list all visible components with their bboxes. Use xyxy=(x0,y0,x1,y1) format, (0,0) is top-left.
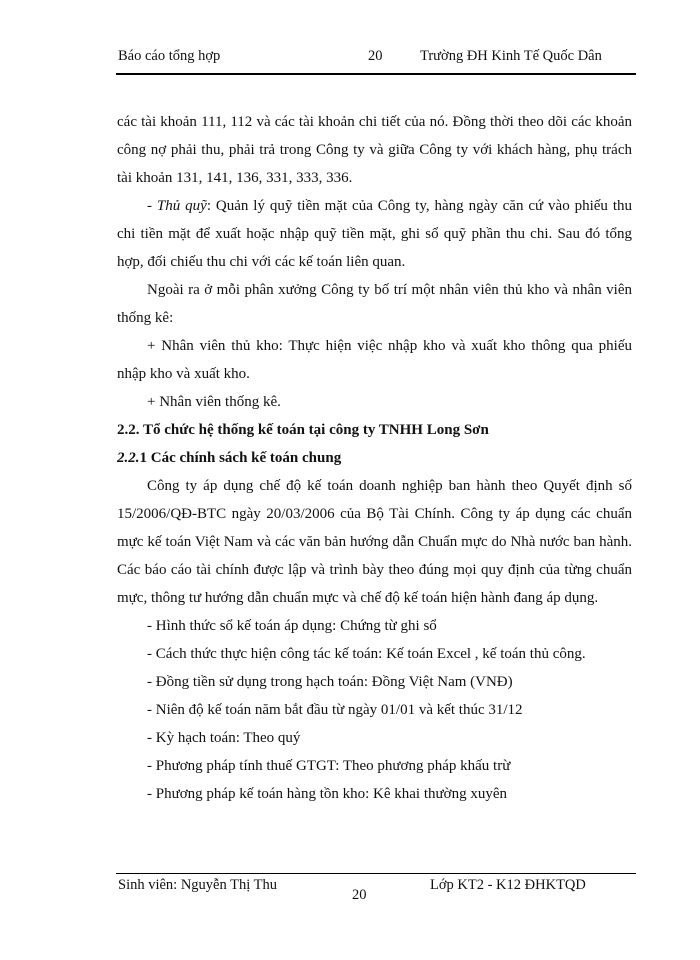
cashier-text: : Quản lý quỹ tiền mặt của Công ty, hàng ngày căn cứ vào phiếu thu chi tiền mặt để xuất hoặc nhập quỹ tiền mặt, ghi sổ quỹ phần thu chi. Sau đó tổng hợp, đối chiếu thu chi với các kế toán liên quan. xyxy=(117,198,632,270)
paragraph-statistician: + Nhân viên thống kê. xyxy=(147,394,281,410)
paragraph-storekeeper: + Nhân viên thủ kho: Thực hiện việc nhập kho và xuất kho thông qua phiếu nhập kho và xuất kho. xyxy=(117,338,632,382)
bullet-vat-method: - Phương pháp tính thuế GTGT: Theo phương pháp khấu trừ xyxy=(147,758,511,774)
paragraph-accounting-regime: Công ty áp dụng chế độ kế toán doanh nghiệp ban hành theo Quyết định số 15/2006/QĐ-BTC ngày 20/03/2006 của Bộ Tài Chính. Công ty áp dụng các chuẩn mực kế toán Việt Nam và các văn bản hướng dẫn Chuẩn mực do Nhà nước ban hành. Các báo cáo tài chính được lập và trình bày theo đúng mọi quy định của từng chuẩn mực, thông tư hướng dẫn chuẩn mực và chế độ kế toán hiện hành đang áp dụng. xyxy=(117,478,632,606)
bullet-book-form: - Hình thức sổ kế toán áp dụng: Chứng từ ghi sổ xyxy=(147,618,437,634)
page-body xyxy=(117,108,632,808)
page-header xyxy=(118,48,616,68)
header-report-title: Báo cáo tổng hợp xyxy=(118,48,221,64)
cashier-role: Thủ quỹ xyxy=(156,198,207,214)
footer-rule xyxy=(116,873,636,874)
header-university: Trường ĐH Kinh Tế Quốc Dân xyxy=(420,48,602,64)
subsection-heading-2-2-1 xyxy=(117,444,632,472)
section-heading-2-2: 2.2. Tổ chức hệ thống kế toán tại công ty TNHH Long Sơn xyxy=(117,422,489,438)
footer-page-number: 20 xyxy=(352,887,367,903)
footer-student-name: Sinh viên: Nguyễn Thị Thu xyxy=(118,877,277,893)
bullet-period: - Kỳ hạch toán: Theo quý xyxy=(147,730,301,746)
paragraph-workshop-staff: Ngoài ra ở mỗi phân xưởng Công ty bố trí một nhân viên thủ kho và nhân viên thống kê: xyxy=(117,282,632,326)
paragraph-accounts: các tài khoản 111, 112 và các tài khoản chi tiết của nó. Đồng thời theo dõi các khoản công nợ phải thu, phải trả trong Công ty và giữa Công ty với khách hàng, phụ trách tài khoản 131, 141, 136, 331, 333, 336. xyxy=(117,114,632,186)
paragraph-cashier xyxy=(117,192,632,276)
bullet-currency: - Đồng tiền sử dụng trong hạch toán: Đồng Việt Nam (VNĐ) xyxy=(147,674,513,690)
bullet-fiscal-year: - Niên độ kế toán năm bắt đầu từ ngày 01/01 và kết thúc 31/12 xyxy=(147,702,523,718)
bullet-inventory-method: - Phương pháp kế toán hàng tồn kho: Kê khai thường xuyên xyxy=(147,786,507,802)
header-rule xyxy=(116,73,636,75)
header-page-number: 20 xyxy=(368,48,383,64)
page-footer xyxy=(118,877,636,917)
footer-class: Lớp KT2 - K12 ĐHKTQD xyxy=(430,877,586,893)
subsection-title: 1 Các chính sách kế toán chung xyxy=(139,450,342,466)
subsection-number: 2.2. xyxy=(117,450,140,466)
cashier-dash: - xyxy=(147,198,157,214)
bullet-method: - Cách thức thực hiện công tác kế toán: Kế toán Excel , kế toán thủ công. xyxy=(147,646,586,662)
